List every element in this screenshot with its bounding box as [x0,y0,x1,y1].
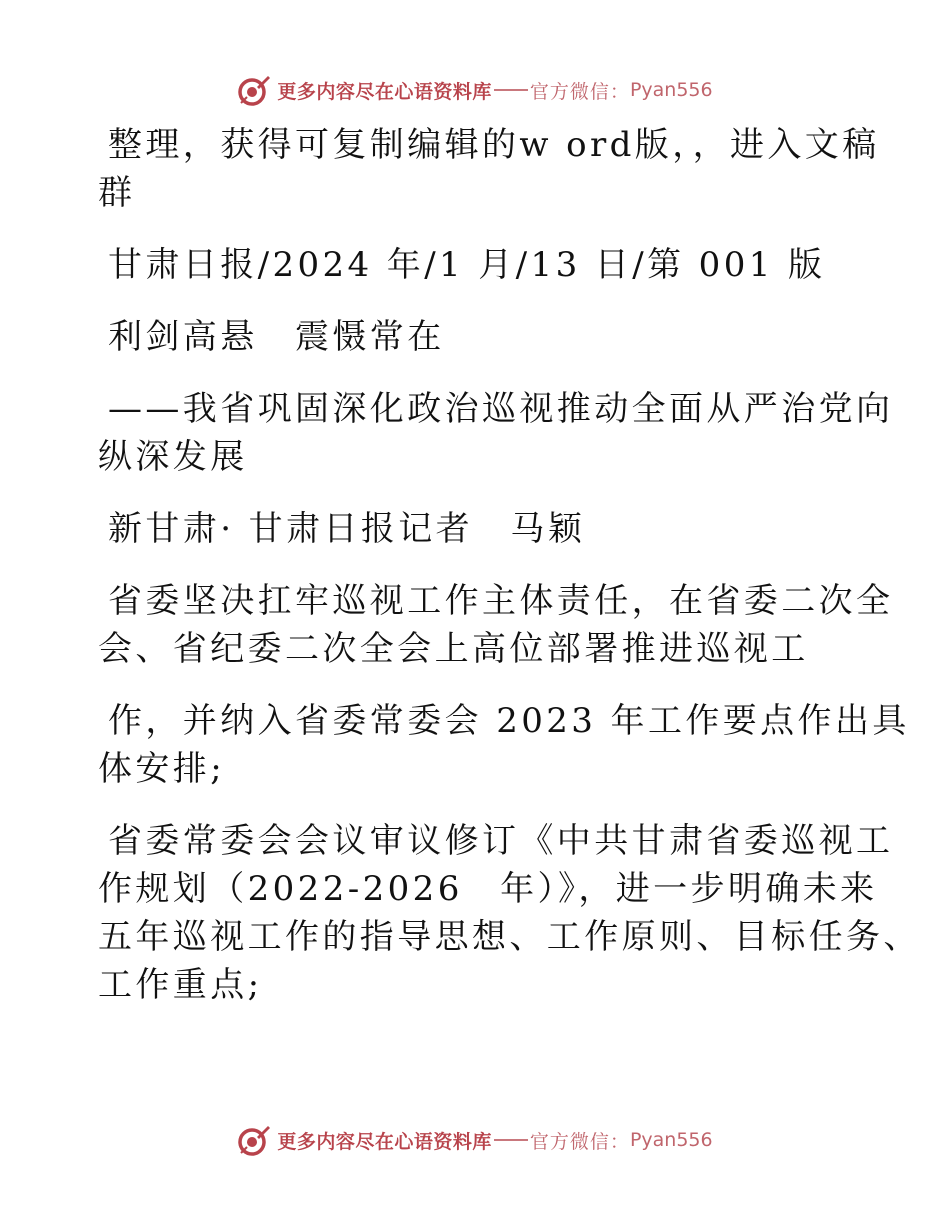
watermark-dash [494,89,528,91]
newspaper-source [98,241,838,289]
paragraph [98,577,894,673]
article-subtitle [98,385,894,481]
paragraph [98,121,880,217]
watermark-official-label: 官方微信： [529,80,630,103]
text-line: ——我省巩固深化政治巡视推动全面从严治党向 [108,389,894,429]
text-line: 会、省纪委二次全会上高位部署推进巡视工 [98,629,809,669]
text-line: 作规划（2022-2026 年）》，进一步明确未来 [98,869,878,909]
text-line: 整理，获得可复制编辑的w ord版，，进入文稿 [108,125,880,165]
text-line: 五年巡视工作的指导思想、工作原则、目标任务、 [98,917,921,957]
watermark-main-text: 更多内容尽在心语资料库 [277,1130,492,1153]
text-line: 利剑高悬 震慑常在 [108,317,445,357]
text-line: 纵深发展 [98,437,248,477]
text-line: 省委常委会会议审议修订《中共甘肃省委巡视工 [108,821,894,861]
paragraph [98,817,921,1009]
paragraph [98,697,910,793]
document-body [98,121,921,1033]
text-line: 甘肃日报/2024 年/1 月/13 日/第 001 版 [108,245,826,285]
watermark-official-label: 官方微信： [529,1130,630,1153]
brush-logo-icon [237,1123,271,1157]
text-line: 新甘肃· 甘肃日报记者 马颖 [108,509,586,549]
watermark-wechat-id: Pyan556 [629,1129,713,1151]
article-byline [98,505,838,553]
header-watermark-banner [0,70,950,110]
article-title [98,313,838,361]
footer-watermark-banner [0,1120,950,1160]
watermark-main-text: 更多内容尽在心语资料库 [277,80,492,103]
brush-logo-icon [237,73,271,107]
text-line: 作，并纳入省委常委会 2023 年工作要点作出具 [108,701,910,741]
text-line: 群 [98,173,136,213]
watermark-dash [494,1139,528,1141]
text-line: 省委坚决扛牢巡视工作主体责任，在省委二次全 [108,581,894,621]
text-line: 工作重点; [98,965,263,1005]
text-line: 体安排; [98,749,226,789]
watermark-wechat-id: Pyan556 [629,79,713,101]
